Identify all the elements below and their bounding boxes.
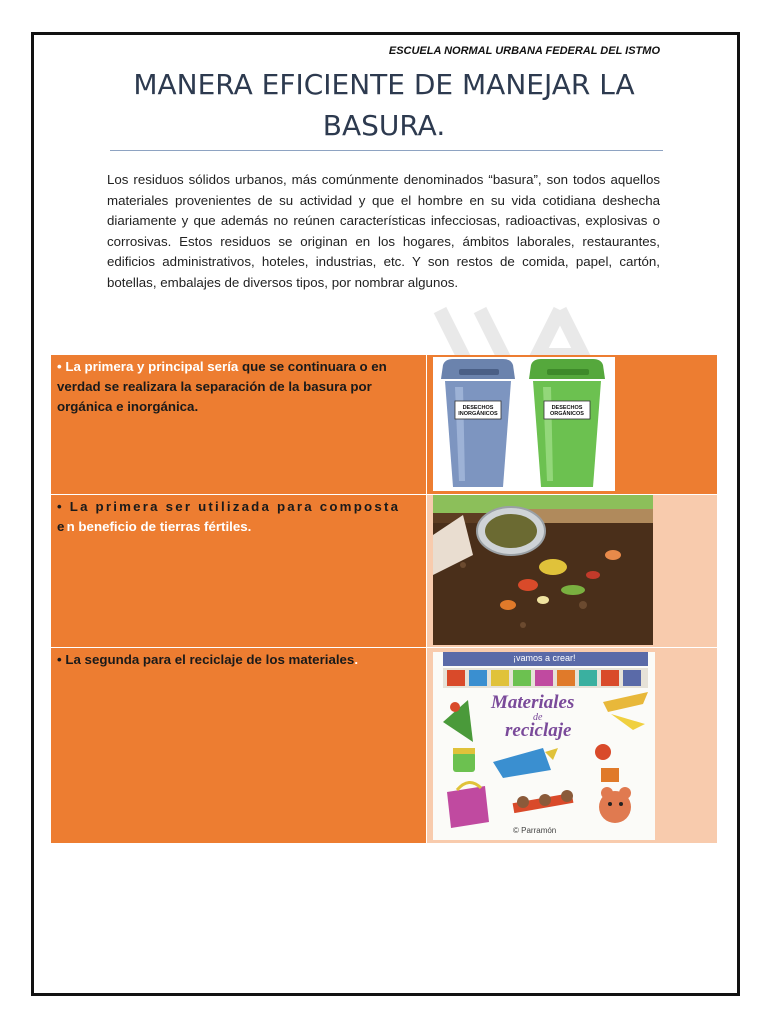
row-text-2 xyxy=(51,495,426,647)
trash-bins-image xyxy=(433,357,615,491)
school-name: ESCUELA NORMAL URBANA FEDERAL DEL ISTMO xyxy=(388,45,660,57)
table-row xyxy=(51,648,717,843)
row-1-highlight: • La primera y principal sería xyxy=(57,359,239,374)
recycling-book-cover xyxy=(433,652,655,840)
row-image-cell-3 xyxy=(427,648,717,843)
row-image-cell-1 xyxy=(427,355,717,494)
organic-bin xyxy=(529,359,605,487)
row-2-highlight: n beneficio de tierras fértiles. xyxy=(66,519,252,534)
inorganic-bin xyxy=(441,359,515,487)
title-line-1: MANERA EFICIENTE DE MANEJAR LA xyxy=(133,68,635,101)
compost-image xyxy=(433,495,653,645)
inorganic-bin-label: DESECHOS INORGÁNICOS xyxy=(458,405,498,417)
row-3-text: • La segunda para el reciclaje de los materiales xyxy=(57,652,355,667)
row-3-highlight: . xyxy=(354,652,359,667)
page-title xyxy=(110,64,658,146)
book-publisher-name: Parramón xyxy=(521,826,557,835)
book-cover-art xyxy=(433,652,655,840)
book-title-3: reciclaje xyxy=(505,720,572,741)
organic-bin-label: DESECHOS ORGÁNICOS xyxy=(550,405,584,417)
book-title-1: Materiales xyxy=(491,692,575,713)
row-image-cell-2 xyxy=(427,495,717,647)
table-row xyxy=(51,355,717,494)
title-underline xyxy=(110,150,663,151)
row-text-3 xyxy=(51,648,426,843)
strategy-table xyxy=(51,355,717,843)
row-1-text: que se continuara o en verdad se realizara la separación de la basura por orgánica e inorgánica. xyxy=(57,359,387,414)
row-text-1 xyxy=(51,355,426,494)
title-line-2: BASURA. xyxy=(322,109,446,142)
book-banner: ¡vamos a crear! xyxy=(513,653,576,663)
intro-paragraph: Los residuos sólidos urbanos, más comúnmente denominados “basura”, son todos aquellos materiales provenientes de su actividad y que el hombre en su vida cotidiana deshecha diariamente y que además no reúnen características infecciosas, radioactivas, explosivas o corrosivas. Estos residuos se originan en los hogares, ámbitos laborales, restaurantes, edificios administrativos, hoteles, industrias, etc. Y son restos de comida, papel, cartón, botellas, embalajes de diversos tipos, por nombrar algunos. xyxy=(107,172,660,290)
row-2-text: • La primera ser utilizada para composta e xyxy=(57,499,401,534)
table-row xyxy=(51,495,717,647)
book-title-2: de xyxy=(533,712,543,723)
book-publisher: © Parramón xyxy=(513,826,557,835)
